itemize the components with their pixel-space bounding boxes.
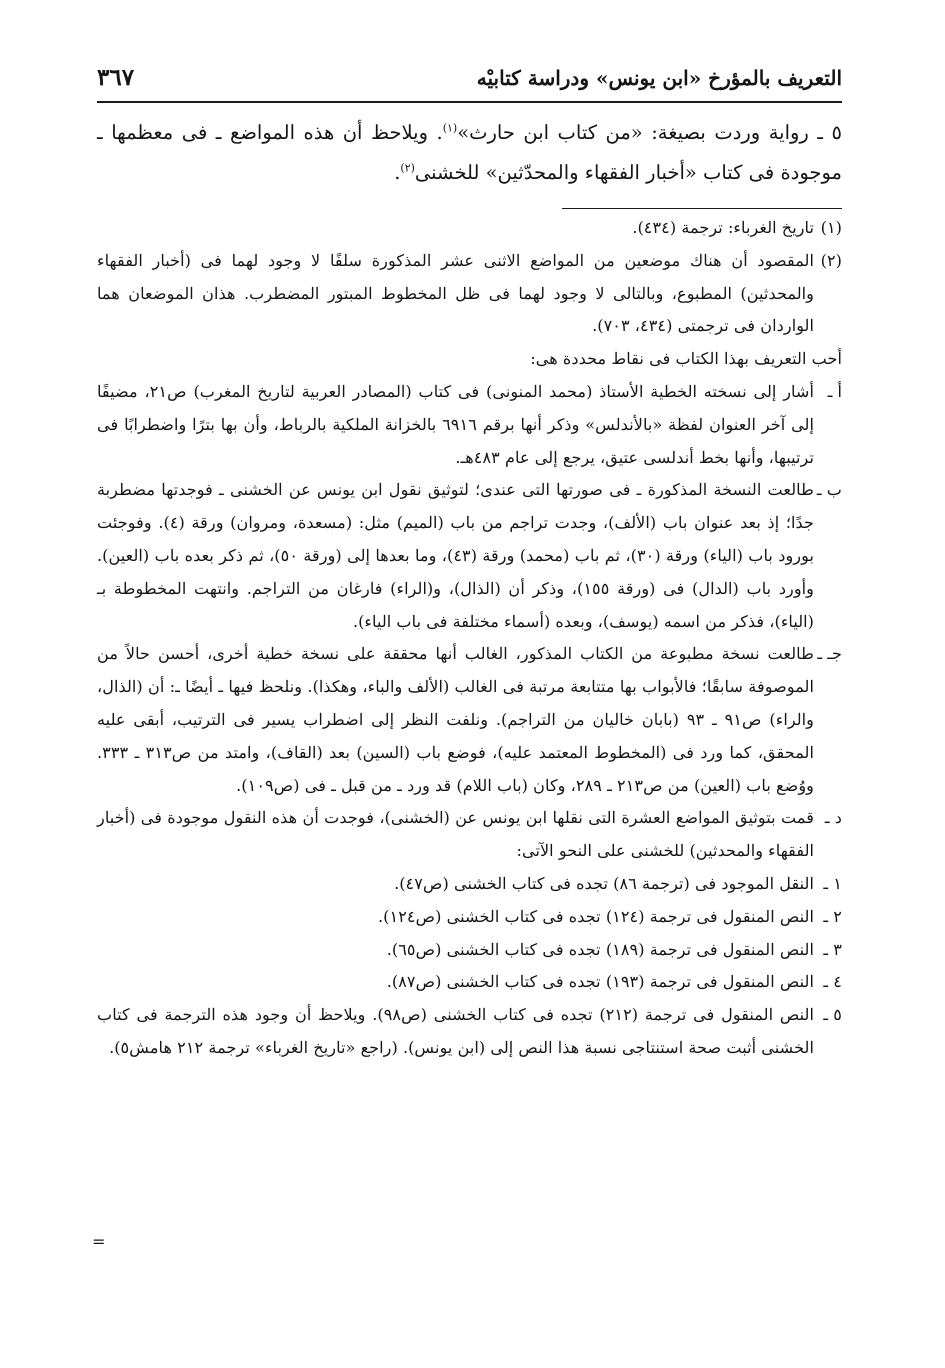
list-item-marker: ٢ ـ [823, 906, 842, 926]
main-text [97, 113, 842, 193]
footnote-2-marker: (٢) [820, 250, 842, 270]
footnote-1 [97, 212, 842, 245]
running-title: التعريف بالمؤرخ «ابن يونس» ودراسة كتابيْه [476, 66, 842, 90]
list-item [97, 999, 842, 1065]
list-item-text: النص المنقول فى ترجمة (١٢٤) تجده فى كتاب الخشنى (ص١٢٤). [378, 906, 814, 926]
continuation-mark: = [92, 1232, 106, 1251]
list-item [97, 901, 842, 934]
footnote-2 [97, 245, 842, 343]
footnote-separator [562, 208, 842, 209]
list-item-marker: ٣ ـ [823, 939, 842, 959]
item5-text-a: ٥ ـ رواية وردت بصيغة: «من كتاب ابن حارث» [457, 121, 842, 144]
footnote-ref-2: (٢) [400, 161, 415, 175]
item5-text-c: . [394, 161, 401, 184]
footnotes [97, 212, 842, 1065]
page-header [97, 62, 842, 102]
page-number: ٣٦٧ [97, 64, 135, 91]
point-jim-marker: جـ ـ [817, 644, 842, 664]
footnote-intro: أحب التعريف بهذا الكتاب فى نقاط محددة هى: [530, 349, 842, 369]
point-dal-text: قمت بتوثيق المواضع العشرة التى نقلها ابن يونس عن (الخشنى)، فوجدت أن هذه النقول موجودة فى (أخبار الفقهاء والمحدثين) للخشنى على النحو الآتى: [97, 808, 814, 861]
list-item [97, 868, 842, 901]
point-ba [97, 474, 842, 638]
footnote-1-text: تاريخ الغرباء: ترجمة (٤٣٤). [632, 218, 814, 237]
main-item-5 [97, 113, 842, 193]
footnote-1-marker: (١) [820, 218, 842, 237]
point-dal-marker: د ـ [824, 808, 842, 828]
list-item [97, 966, 842, 999]
item5-text-b: . ويلاحظ أن هذه المواضع ـ فى معظمها ـ موجودة فى كتاب «أخبار الفقهاء والمحدّثين» للخشنى [97, 121, 842, 184]
point-alif-text: أشار إلى نسخته الخطية الأستاذ (محمد المنونى) فى كتاب (المصادر العربية لتاريخ المغرب) ص٢١، مضيفًا إلى آخر العنوان لفظة «بالأندلس» وذكر أنها برقم ٦٩١٦ بالخزانة الملكية بالرباط، وأن بها بترًا واضطرابًا فى ترتيبها، وأنها بخط أندلسى عتيق، يرجع إلى عام ٤٨٣هـ. [97, 381, 814, 467]
list-item-text: النقل الموجود فى (ترجمة ٨٦) تجده فى كتاب الخشنى (ص٤٧). [394, 873, 814, 893]
point-jim-text: طالعت نسخة مطبوعة من الكتاب المذكور، الغالب أنها محققة على نسخة خطية أخرى، أحسن حالاً من الموصوفة سابقًا؛ فالأبواب بها متتابعة مرتبة فى الغالب (الألف والباء، وهكذا). ونلحظ فيها ـ أيضًا ـ: أن (الذال، والراء) ص٩١ ـ ٩٣ (بابان خاليان من التراجم). ونلفت النظر إلى اضطراب يسير فى الترتيب، أبقى عليه المحقق، كما ورد فى (المخطوط المعتمد عليه)، فوضع باب (السين) بعد (القاف)، وامتد من ص٣١٣ ـ ٣٣٣. ووُضع باب (العين) من ص٢١٣ ـ ٢٨٩، وكان (باب اللام) قد ورد ـ من قبل ـ فى (ص١٠٩). [97, 644, 815, 795]
list-item-text: النص المنقول فى ترجمة (١٩٣) تجده فى كتاب الخشنى (ص٨٧). [386, 972, 814, 992]
list-item-marker: ٤ ـ [823, 972, 842, 992]
footnote-2-text: المقصود أن هناك موضعين من المواضع الاثنى عشر المذكورة سلفًا لا وجود لهما فى (أخبار الفقهاء والمحدثين) المطبوع، وبالتالى لا وجود لهما فى ظل المخطوط المبتور المضطرب. هذان الموضعان هما الواردان فى ترجمتى (٤٣٤، ٧٠٣). [97, 250, 814, 336]
list-item-text: النص المنقول فى ترجمة (٢١٢) تجده فى كتاب الخشنى (ص٩٨). ويلاحظ أن وجود هذه الترجمة فى كتاب الخشنى أثبت صحة استنتاجى نسبة هذا النص إلى (ابن يونس). (راجع «تاريخ الغرباء» ترجمة ٢١٢ هامش٥). [97, 1005, 814, 1057]
point-dal [97, 802, 842, 868]
list-item-marker: ١ ـ [823, 873, 842, 893]
point-ba-marker: ب ـ [816, 480, 842, 500]
list-item-marker: ٥ ـ [823, 1005, 842, 1025]
point-alif [97, 376, 842, 474]
list-item [97, 934, 842, 967]
point-jim [97, 638, 842, 802]
point-alif-marker: أ ـ [827, 381, 842, 401]
list-item-text: النص المنقول فى ترجمة (١٨٩) تجده فى كتاب الخشنى (ص٦٥). [386, 939, 814, 959]
header-rule [97, 101, 842, 103]
footnote-ref-1: (١) [442, 121, 458, 135]
point-ba-text: طالعت النسخة المذكورة ـ فى صورتها التى عندى؛ لتوثيق نقول ابن يونس عن الخشنى ـ فوجدتها مضطربة جدًا؛ إذ بعد عنوان باب (الألف)، وجدت تراجم من باب (الميم) مثل: (مسعدة، ومروان) ورقة (٤). وفوجئت بورود باب (الياء) ورقة (٣٠)، ثم باب (محمد) ورقة (٤٣)، وما بعدها إلى (ورقة ٥٠)، ثم ذكر بعده باب (العين). وأورد باب (الدال) فى (ورقة ١٥٥)، وذكر أن (الذال)، و(الراء) فارغان من التراجم. وانتهت المخطوطة بـ (الياء)، فذكر من اسمه (يوسف)، وبعده (أسماء مختلفة فى باب الياء). [97, 480, 815, 631]
